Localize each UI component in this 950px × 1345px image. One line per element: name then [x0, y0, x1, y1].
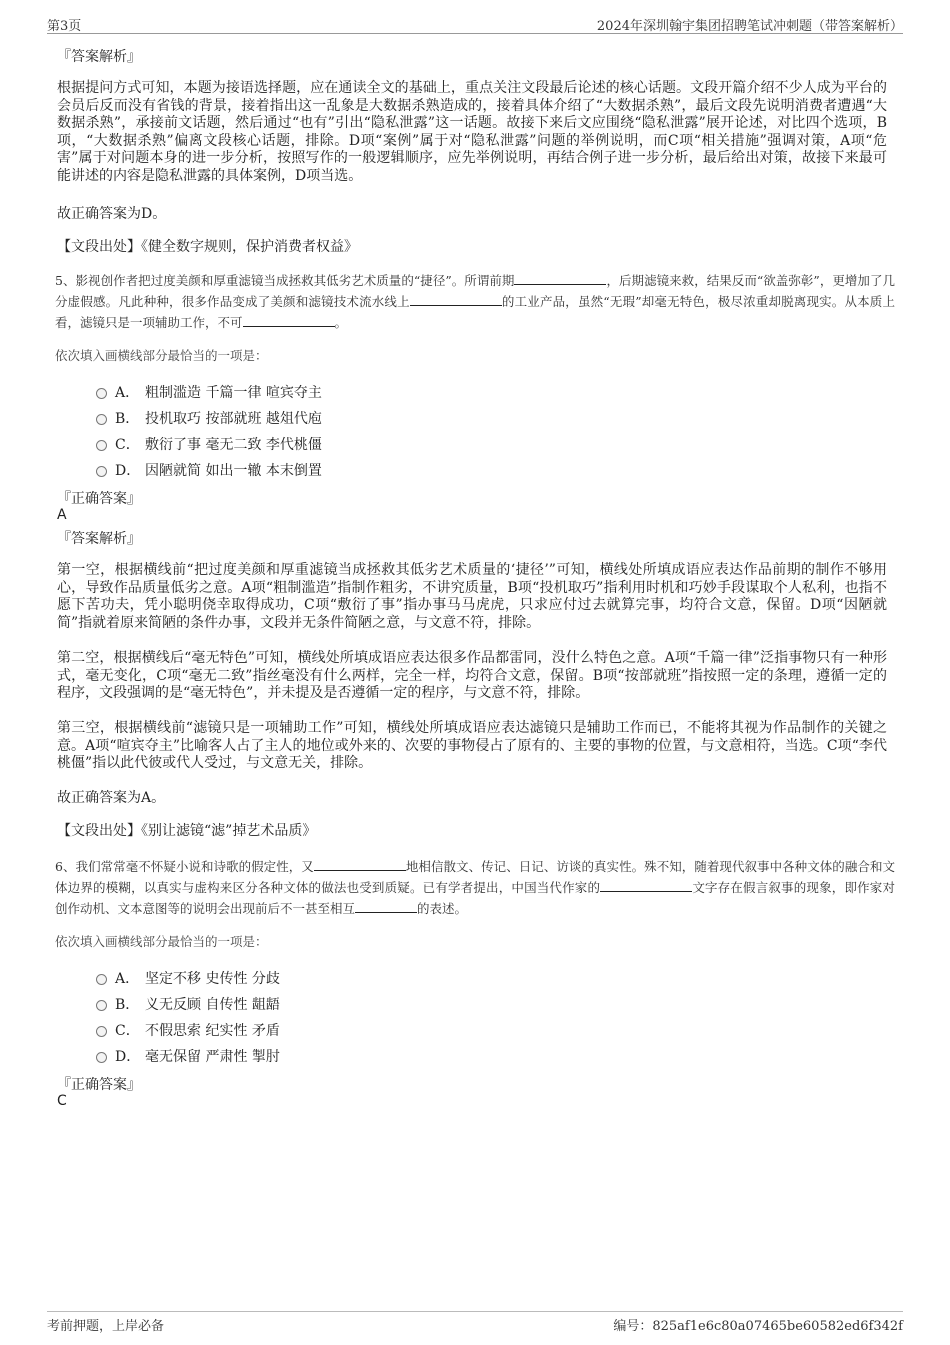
radio-icon[interactable]	[96, 1052, 107, 1063]
q5-answer: A	[57, 507, 67, 523]
q6-answer: C	[57, 1093, 67, 1109]
q6-blank-3	[355, 900, 417, 913]
q6-option-d[interactable]: D． 毫无保留 严肃性 掣肘	[96, 1046, 280, 1066]
q5-analysis-p3: 第三空，根据横线前“滤镜只是一项辅助工作”可知，横线处所填成语应表达滤镜只是辅助工作而已，不能将其视为作品制作的关键之意。A项“喧宾夺主”比喻客人占了主人的地位或外来的、次要的事物侵占了原有的、主要的事物的位置，与文意相符，当选。C项“李代桃僵”指以此代彼或代人受过，与文意无关，排除。	[57, 720, 887, 771]
q6-blank-1	[314, 858, 406, 871]
q5-analysis-tag: 『答案解析』	[57, 531, 141, 547]
q5-stem: 5、影视创作者把过度美颜和厚重滤镜当成拯救其低劣艺术质量的“捷径”。所谓前期 ，后期滤镜来救，结果反而“欲盖弥彰”，更增加了几分虚假感。凡此种种，很多作品变成了美颜和滤镜技术流水线上 的工业产品，虽然“无瑕”却毫无特色，极尽浓重却脱离现实。从本质上看，滤镜只是一项辅助工作，不可 。	[55, 273, 895, 330]
q5-blank-2	[410, 293, 502, 306]
q5-source: 【文段出处】《别让滤镜“滤”掉艺术品质》	[57, 823, 317, 839]
q5-option-d[interactable]: D． 因陋就简 如出一辙 本末倒置	[96, 460, 322, 480]
q5-conclusion: 故正确答案为A。	[57, 790, 166, 806]
q5-instruction: 依次填入画横线部分最恰当的一项是：	[55, 348, 268, 363]
radio-icon[interactable]	[96, 414, 107, 425]
q6-option-c[interactable]: C． 不假思索 纪实性 矛盾	[96, 1020, 280, 1040]
page-footer	[47, 1311, 903, 1334]
document-id: 编号：825af1e6c80a07465be60582ed6f342f	[613, 1319, 903, 1334]
q6-answer-tag: 『正确答案』	[57, 1077, 141, 1093]
q5-answer-tag: 『正确答案』	[57, 491, 141, 507]
q5-analysis-p2: 第二空，根据横线后“毫无特色”可知，横线处所填成语应表达很多作品都雷同，没什么特色之意。A项“千篇一律”泛指事物只有一种形式，毫无变化，C项“毫无二致”指丝毫没有什么两样，完全一样，均符合文意，保留。B项“按部就班”指按照一定的条理，遵循一定的程序，文段强调的是“毫无特色”，并未提及是否遵循一定的程序，与文意不符，排除。	[57, 650, 887, 701]
page-number: 第3页	[47, 19, 82, 34]
page-header	[47, 13, 903, 34]
q6-instruction: 依次填入画横线部分最恰当的一项是：	[55, 934, 268, 949]
q4-analysis-paragraph: 根据提问方式可知，本题为接语选择题，应在通读全文的基础上，重点关注文段最后论述的核心话题。文段开篇介绍不少人成为平台的会员后反而没有省钱的背景，接着指出这一乱象是大数据杀熟造成的，接着具体介绍了“大数据杀熟”，最后文段先说明消费者遭遇“大数据杀熟”，承接前文话题，然后通过“也有”引出“隐私泄露”这一话题。故接下来后文应围绕“隐私泄露”展开论述，对比四个选项，B项，“大数据杀熟”偏离文段核心话题，排除。D项“案例”属于对“隐私泄露”问题的举例说明，而C项“相关措施”强调对策，A项“危害”属于对问题本身的进一步分析，按照写作的一般逻辑顺序，应先举例说明，再结合例子进一步分析，最后给出对策，故接下来最可能讲述的内容是隐私泄露的具体案例，D项当选。	[57, 80, 887, 184]
q6-option-a[interactable]: A． 坚定不移 史传性 分歧	[96, 968, 280, 988]
radio-icon[interactable]	[96, 974, 107, 985]
radio-icon[interactable]	[96, 388, 107, 399]
q4-analysis-tag: 『答案解析』	[57, 49, 141, 65]
q4-source: 【文段出处】《健全数字规则，保护消费者权益》	[57, 239, 358, 255]
q6-blank-2	[600, 879, 692, 892]
q6-stem: 6、我们常常毫不怀疑小说和诗歌的假定性，又 地相信散文、传记、日记、访谈的真实性。殊不知，随着现代叙事中各种文体的融合和文体边界的模糊，以真实与虚构来区分各种文体的做法也受到质疑。已有学者提出，中国当代作家的 文字存在假言叙事的现象，即作家对创作动机、文本意图等的说明会出现前后不一甚至相互 的表述。	[55, 859, 895, 916]
footer-slogan: 考前押题，上岸必备	[47, 1319, 165, 1334]
radio-icon[interactable]	[96, 1026, 107, 1037]
radio-icon[interactable]	[96, 440, 107, 451]
radio-icon[interactable]	[96, 466, 107, 477]
q5-analysis-p1: 第一空，根据横线前“把过度美颜和厚重滤镜当成拯救其低劣艺术质量的‘捷径’”可知，横线处所填成语应表达作品前期的制作不够用心，导致作品质量低劣之意。A项“粗制滥造”指制作粗劣，不讲究质量，B项“投机取巧”指利用时机和巧妙手段谋取个人私利，也指不愿下苦功夫，凭小聪明侥幸取得成功，C项“敷衍了事”指办事马马虎虎，只求应付过去就算完事，均符合文意，保留。D项“因陋就简”指就着原来简陋的条件办事，文段并无条件简陋之意，与文意不符，排除。	[57, 562, 887, 631]
radio-icon[interactable]	[96, 1000, 107, 1011]
q6-option-b[interactable]: B． 义无反顾 自传性 龃龉	[96, 994, 280, 1014]
q5-option-b[interactable]: B． 投机取巧 按部就班 越俎代庖	[96, 408, 322, 428]
document-title: 2024年深圳翰宇集团招聘笔试冲刺题（带答案解析）	[596, 19, 903, 34]
q4-conclusion: 故正确答案为D。	[57, 206, 167, 222]
q5-blank-1	[514, 272, 606, 285]
q5-blank-3	[243, 314, 335, 327]
q5-option-c[interactable]: C． 敷衍了事 毫无二致 李代桃僵	[96, 434, 322, 454]
q5-option-a[interactable]: A． 粗制滥造 千篇一律 喧宾夺主	[96, 382, 322, 402]
